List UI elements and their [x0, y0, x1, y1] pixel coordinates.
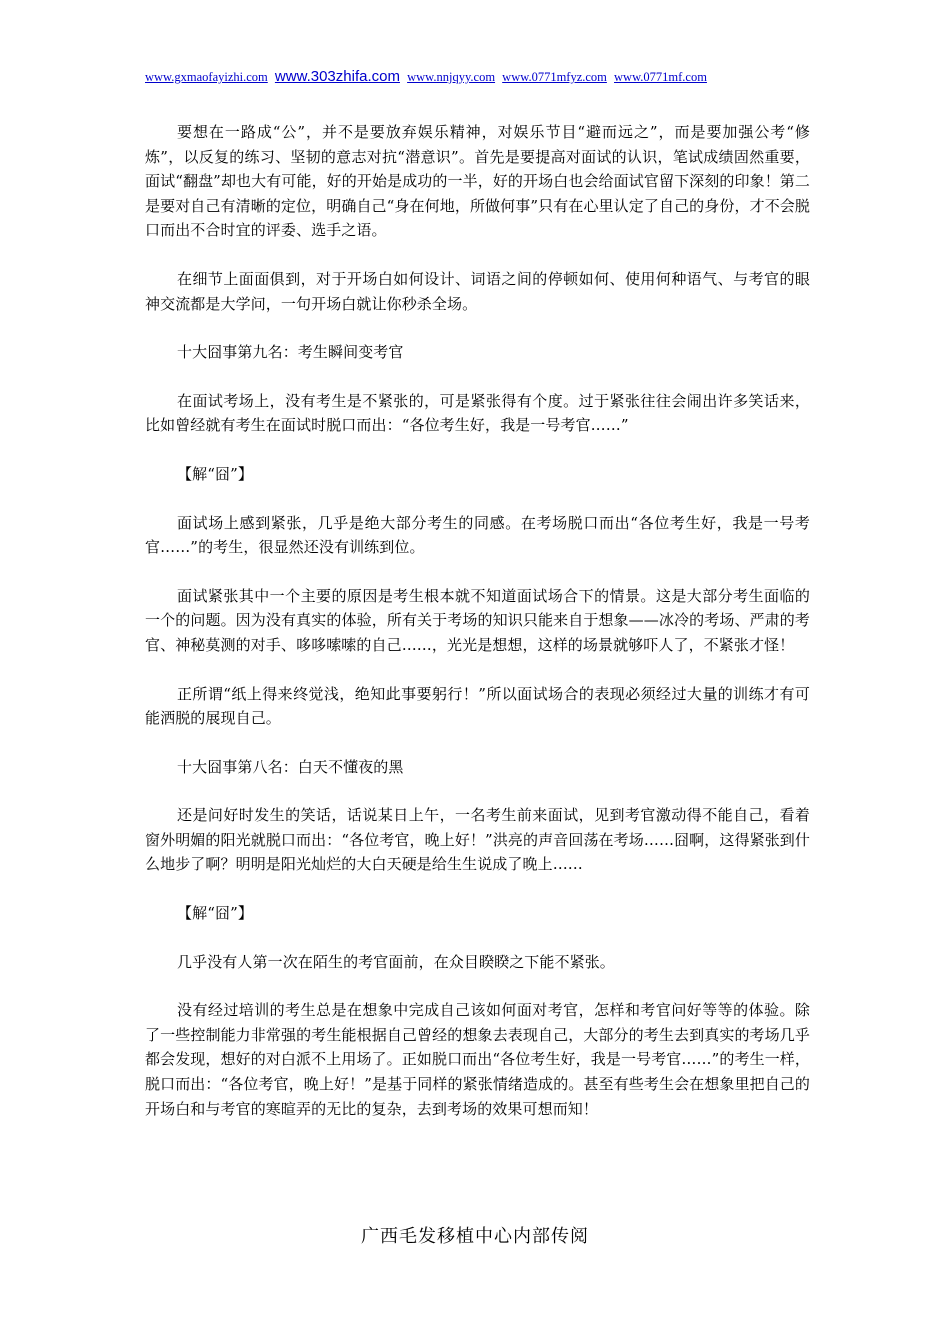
paragraph-ninth-explain-2: 面试紧张其中一个主要的原因是考生根本就不知道面试场合下的情景。这是大部分考生面临的一个的问题。因为没有真实的体验，所有关于考场的知识只能来自于想象——冰冷的考场、严肃的考官、神秘莫测的对手、哆哆嗦嗦的自己……，光光是想想，这样的场景就够吓人了，不紧张才怪！ [145, 586, 810, 654]
subheading-explain-ninth: 【解“囧”】 [177, 464, 253, 483]
paragraph-ninth-explain-1: 面试场上感到紧张，几乎是绝大部分考生的同感。在考场脱口而出“各位考生好，我是一号考官……”的考生，很显然还没有训练到位。 [145, 513, 810, 557]
page-footer: 广西毛发移植中心内部传阅 [361, 1226, 589, 1247]
header-link-0771mf[interactable]: www.0771mf.com [614, 70, 707, 84]
header-link-0771mfyz[interactable]: www.0771mfyz.com [502, 70, 607, 84]
header-links [145, 68, 825, 85]
section-heading-eighth: 十大囧事第八名：白天不懂夜的黑 [177, 757, 404, 776]
paragraph-eighth-explain-2: 没有经过培训的考生总是在想象中完成自己该如何面对考官，怎样和考官问好等等的体验。除了一些控制能力非常强的考生能根据自己曾经的想象去表现自己，大部分的考生去到真实的考场几乎都会发现，想好的对白派不上用场了。正如脱口而出“各位考生好，我是一号考官……”的考生一样，脱口而出：“各位考官，晚上好！”是基于同样的紧张情绪造成的。甚至有些考生会在想象里把自己的开场白和与考官的寒暄弄的无比的复杂，去到考场的效果可想而知！ [145, 1001, 810, 1118]
header-link-nnjqyy[interactable]: www.nnjqyy.com [407, 70, 496, 84]
paragraph-ninth-explain-3: 正所谓“纸上得来终觉浅，绝知此事要躬行！”所以面试场合的表现必须经过大量的训练才有可能洒脱的展现自己。 [145, 684, 810, 728]
paragraph-eighth-explain-1: 几乎没有人第一次在陌生的考官面前，在众目睽睽之下能不紧张。 [177, 952, 615, 971]
paragraph-detail: 在细节上面面俱到，对于开场白如何设计、词语之间的停顿如何、使用何种语气、与考官的眼神交流都是大学问，一句开场白就让你秒杀全场。 [145, 269, 810, 313]
section-heading-ninth: 十大囧事第九名：考生瞬间变考官 [177, 343, 404, 362]
header-link-gxmaofayizhi[interactable]: www.gxmaofayizhi.com [145, 70, 268, 84]
document-body [145, 120, 810, 1121]
paragraph-eighth-story: 还是问好时发生的笑话，话说某日上午，一名考生前来面试，见到考官激动得不能自己，看着窗外明媚的阳光就脱口而出：“各位考官，晚上好！”洪亮的声音回荡在考场……囧啊，这得紧张到什么地步了啊？明明是阳光灿烂的大白天硬是给生生说成了晚上…… [145, 806, 810, 874]
header-link-303zhifa[interactable]: www.303zhifa.com [274, 68, 400, 85]
subheading-explain-eighth: 【解“囧”】 [177, 904, 253, 923]
paragraph-intro: 要想在一路成“公”，并不是要放弃娱乐精神，对娱乐节目“避而远之”，而是要加强公考“修炼”，以反复的练习、坚韧的意志对抗“潜意识”。首先是要提高对面试的认识，笔试成绩固然重要，面试“翻盘”却也大有可能，好的开始是成功的一半，好的开场白也会给面试官留下深刻的印象！第二是要对自己有清晰的定位，明确自己“身在何地，所做何事”只有在心里认定了自己的身份，才不会脱口而出不合时宜的评委、选手之语。 [145, 123, 810, 240]
paragraph-ninth-story: 在面试考场上，没有考生是不紧张的，可是紧张得有个度。过于紧张往往会闹出许多笑话来，比如曾经就有考生在面试时脱口而出：“各位考生好，我是一号考官……” [145, 391, 810, 435]
